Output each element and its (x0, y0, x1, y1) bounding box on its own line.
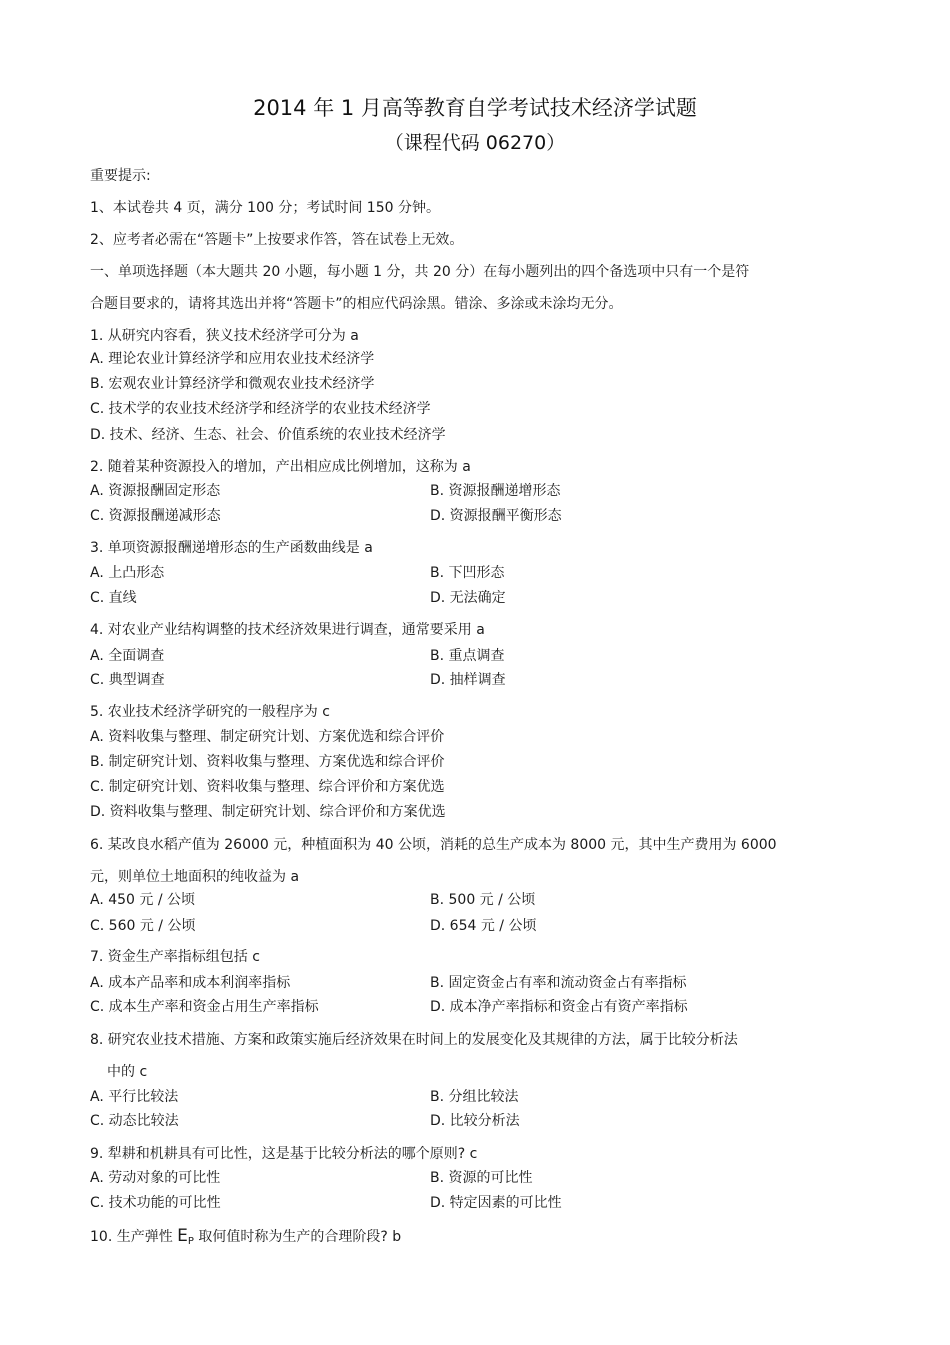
question-7-option-d: D. 成本净产率指标和资金占有资产率指标 (430, 999, 688, 1015)
question-1-stem: 1. 从研究内容看，狭义技术经济学可分为 a (90, 328, 359, 344)
question-10-prefix: 10. 生产弹性 (90, 1229, 178, 1245)
question-2-option-c: C. 资源报酬递减形态 (90, 508, 221, 524)
question-5-option-b: B. 制定研究计划、资料收集与整理、方案优选和综合评价 (90, 754, 445, 770)
elasticity-symbol: E (177, 1226, 188, 1246)
question-7-option-b: B. 固定资金占有率和流动资金占有率指标 (430, 975, 687, 991)
exam-title: 2014 年 1 月高等教育自学考试技术经济学试题 (253, 96, 697, 120)
question-8-option-c: C. 动态比较法 (90, 1113, 179, 1129)
question-8-option-b: B. 分组比较法 (430, 1089, 519, 1105)
question-7-option-a: A. 成本产品率和成本利润率指标 (90, 975, 291, 991)
question-6-stem-line-2: 元，则单位土地面积的纯收益为 a (90, 869, 300, 885)
question-10-suffix: 取何值时称为生产的合理阶段? b (193, 1229, 402, 1245)
question-8-stem-line-2: 中的 c (107, 1064, 148, 1080)
question-10-stem (90, 1226, 401, 1252)
question-8-option-d: D. 比较分析法 (430, 1113, 520, 1129)
question-4-option-a: A. 全面调查 (90, 648, 165, 664)
question-3-option-c: C. 直线 (90, 590, 137, 606)
notice-heading: 重要提示: (90, 168, 151, 184)
question-1-option-d: D. 技术、经济、生态、社会、价值系统的农业技术经济学 (90, 427, 446, 443)
question-7-stem: 7. 资金生产率指标组包括 c (90, 949, 260, 965)
question-3-option-a: A. 上凸形态 (90, 565, 165, 581)
question-6-option-c: C. 560 元 / 公顷 (90, 918, 196, 934)
question-2-option-b: B. 资源报酬递增形态 (430, 483, 561, 499)
question-2-stem: 2. 随着某种资源投入的增加，产出相应成比例增加，这称为 a (90, 459, 471, 475)
notice-item-1: 1、本试卷共 4 页，满分 100 分；考试时间 150 分钟。 (90, 200, 440, 216)
question-6-option-b: B. 500 元 / 公顷 (430, 892, 536, 908)
elasticity-subscript: P (187, 1236, 194, 1247)
question-9-option-b: B. 资源的可比性 (430, 1170, 533, 1186)
section-intro-line-2: 合题目要求的，请将其选出并将“答题卡”的相应代码涂黑。错涂、多涂或未涂均无分。 (90, 296, 623, 312)
question-1-option-c: C. 技术学的农业技术经济学和经济学的农业技术经济学 (90, 401, 431, 417)
question-6-stem-line-1: 6. 某改良水稻产值为 26000 元，种植面积为 40 公顷，消耗的总生产成本为 8000 元，其中生产费用为 6000 (90, 837, 777, 853)
course-code: （课程代码 06270） (384, 132, 566, 154)
question-8-option-a: A. 平行比较法 (90, 1089, 179, 1105)
question-4-stem: 4. 对农业产业结构调整的技术经济效果进行调查，通常要采用 a (90, 622, 485, 638)
question-4-option-c: C. 典型调查 (90, 672, 165, 688)
question-8-stem-line-1: 8. 研究农业技术措施、方案和政策实施后经济效果在时间上的发展变化及其规律的方法，属于比较分析法 (90, 1032, 738, 1048)
question-2-option-d: D. 资源报酬平衡形态 (430, 508, 562, 524)
question-5-option-c: C. 制定研究计划、资料收集与整理、综合评价和方案优选 (90, 779, 445, 795)
question-5-stem: 5. 农业技术经济学研究的一般程序为 c (90, 704, 330, 720)
question-5-option-d: D. 资料收集与整理、制定研究计划、综合评价和方案优选 (90, 804, 446, 820)
question-4-option-b: B. 重点调查 (430, 648, 505, 664)
question-6-option-a: A. 450 元 / 公顷 (90, 892, 196, 908)
question-2-option-a: A. 资源报酬固定形态 (90, 483, 221, 499)
question-9-option-a: A. 劳动对象的可比性 (90, 1170, 221, 1186)
question-7-option-c: C. 成本生产率和资金占用生产率指标 (90, 999, 319, 1015)
notice-item-2: 2、应考者必需在“答题卡”上按要求作答，答在试卷上无效。 (90, 232, 464, 248)
question-3-stem: 3. 单项资源报酬递增形态的生产函数曲线是 a (90, 540, 373, 556)
question-9-stem: 9. 犁耕和机耕具有可比性，这是基于比较分析法的哪个原则? c (90, 1146, 478, 1162)
question-3-option-b: B. 下凹形态 (430, 565, 505, 581)
section-intro-line-1: 一、单项选择题（本大题共 20 小题，每小题 1 分，共 20 分）在每小题列出的四个备选项中只有一个是符 (90, 264, 750, 280)
question-6-option-d: D. 654 元 / 公顷 (430, 918, 537, 934)
question-1-option-a: A. 理论农业计算经济学和应用农业技术经济学 (90, 351, 375, 367)
question-5-option-a: A. 资料收集与整理、制定研究计划、方案优选和综合评价 (90, 729, 445, 745)
question-9-option-c: C. 技术功能的可比性 (90, 1195, 221, 1211)
question-1-option-b: B. 宏观农业计算经济学和微观农业技术经济学 (90, 376, 375, 392)
question-9-option-d: D. 特定因素的可比性 (430, 1195, 562, 1211)
question-4-option-d: D. 抽样调查 (430, 672, 506, 688)
question-3-option-d: D. 无法确定 (430, 590, 506, 606)
